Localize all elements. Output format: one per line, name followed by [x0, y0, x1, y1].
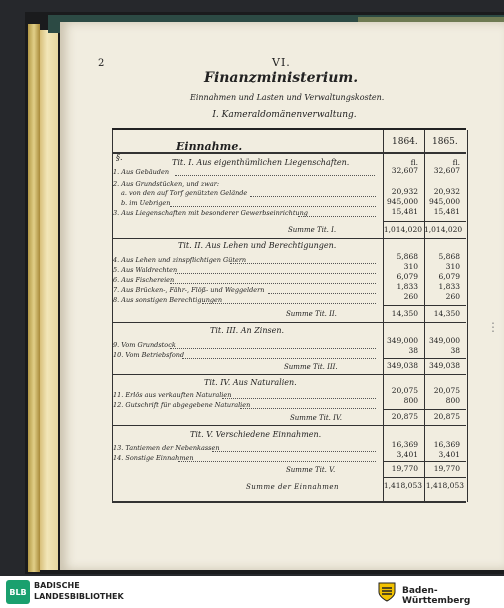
cell-value: 20,075	[433, 386, 460, 395]
page-number: 2	[98, 58, 105, 69]
cell-value: 1,833	[438, 282, 460, 291]
unit-label: fl.	[452, 158, 460, 167]
footer-bar	[0, 576, 504, 608]
group-title: Tit. IV. Aus Naturalien.	[204, 378, 297, 387]
group-sum-value: 349,038	[386, 361, 418, 370]
table-row-label: 6. Aus Fischereien	[113, 276, 175, 284]
year-1864: 1864.	[392, 137, 418, 147]
cell-value: 15,481	[433, 207, 460, 216]
group-sum-value: 1,014,020	[424, 225, 463, 234]
group-sum-label: Summe Tit. IV.	[290, 414, 342, 422]
cell-value: 32,607	[433, 166, 460, 175]
paragraph-sign: §.	[116, 153, 123, 162]
cell-value: 6,079	[396, 272, 418, 281]
table-row-label: 3. Aus Liegenschaften mit besonderer Gewerbseinrichtung	[113, 209, 308, 217]
table-row-label: 9. Vom Grundstock	[113, 341, 176, 349]
group-sum-value: 19,770	[391, 464, 418, 473]
page-edge-gold	[28, 24, 40, 572]
total-value-1864: 1,418,053	[383, 481, 422, 490]
cell-value: 38	[450, 346, 460, 355]
group-sum-value: 19,770	[433, 464, 460, 473]
table-row-label: 1. Aus Gebäuden	[113, 168, 170, 176]
margin-dots: ⋮	[487, 320, 499, 334]
table-row-label: b. im Uebrigen	[121, 199, 171, 207]
cell-value: 945,000	[386, 197, 418, 206]
header-rule	[112, 152, 466, 154]
cell-value: 310	[445, 262, 460, 271]
cell-value: 3,401	[396, 450, 418, 459]
cell-value: 16,369	[391, 440, 418, 449]
cell-value: 20,932	[433, 187, 460, 196]
cell-value: 38	[408, 346, 418, 355]
cell-value: 6,079	[438, 272, 460, 281]
cell-value: 15,481	[391, 207, 418, 216]
table-bottom-rule	[112, 501, 466, 503]
table-row-label: a. von den auf Torf genützten Gelände	[121, 189, 248, 197]
total-value-1865: 1,418,053	[425, 481, 464, 490]
cell-value: 800	[403, 396, 418, 405]
table-row-label: 14. Sonstige Einnahmen	[113, 454, 194, 462]
table-row-label: 13. Tantiemen der Nebenkassen	[113, 444, 220, 452]
cell-value: 5,868	[396, 252, 418, 261]
table-header-label: Einnahme.	[176, 140, 243, 153]
cell-value: 16,369	[433, 440, 460, 449]
cell-value: 310	[403, 262, 418, 271]
cell-value: 5,868	[438, 252, 460, 261]
blb-logo: BLB	[6, 580, 30, 604]
table-row-label: 7. Aus Brücken-, Fähr-, Flöß- und Weggeldern	[113, 286, 265, 294]
table-row-label: 8. Aus sonstigen Berechtigungen	[113, 296, 223, 304]
cell-value: 260	[403, 292, 418, 301]
table-row-label: 12. Gutschrift für abgegebene Naturalien	[113, 401, 251, 409]
ministry-title: Finanzministerium.	[204, 70, 359, 86]
group-sum-value: 349,038	[428, 361, 460, 370]
cell-value: 1,833	[396, 282, 418, 291]
group-title: Tit. II. Aus Lehen und Berechtigungen.	[178, 241, 337, 250]
cell-value: 32,607	[391, 166, 418, 175]
cell-value: 349,000	[386, 336, 418, 345]
group-sum-label: Summe Tit. V.	[286, 466, 336, 474]
unit-label: fl.	[410, 158, 418, 167]
cell-value: 3,401	[438, 450, 460, 459]
table-row-label: 2. Aus Grundstücken, und zwar:	[113, 180, 220, 188]
cell-value: 20,075	[391, 386, 418, 395]
group-sum-value: 20,875	[433, 412, 460, 421]
group-sum-value: 1,014,020	[383, 225, 422, 234]
group-sum-value: 14,350	[433, 309, 460, 318]
year-1865: 1865.	[432, 137, 458, 147]
cell-value: 945,000	[428, 197, 460, 206]
table-row-label: 10. Vom Betriebsfond	[113, 351, 185, 359]
group-sum-label: Summe Tit. II.	[286, 310, 337, 318]
page-edge-light	[40, 30, 58, 570]
section-roman: VI.	[272, 56, 291, 69]
group-sum-value: 14,350	[391, 309, 418, 318]
table-row-label: 4. Aus Lehen und zinspflichtigen Gütern	[113, 256, 247, 264]
cell-value: 800	[445, 396, 460, 405]
library-name: BADISCHE LANDESBIBLIOTHEK	[34, 581, 124, 601]
table-row-label: 11. Erlös aus verkauften Naturalien	[113, 391, 232, 399]
page-subtitle: Einnahmen und Lasten und Verwaltungskosten.	[190, 93, 385, 102]
group-title: Tit. III. An Zinsen.	[210, 326, 285, 335]
group-sum-label: Summe Tit. I.	[288, 226, 337, 234]
total-label: Summe der Einnahmen	[246, 483, 339, 491]
state-name: Baden-Württemberg	[402, 586, 471, 606]
group-title: Tit. I. Aus eigenthümlichen Liegenschaften.	[172, 158, 350, 167]
cell-value: 260	[445, 292, 460, 301]
group-sum-label: Summe Tit. III.	[284, 363, 338, 371]
section-title: I. Kameraldomänenverwaltung.	[212, 110, 357, 120]
cell-value: 349,000	[428, 336, 460, 345]
bw-coat-of-arms-icon	[378, 582, 396, 602]
group-sum-value: 20,875	[391, 412, 418, 421]
group-title: Tit. V. Verschiedene Einnahmen.	[190, 430, 322, 439]
table-row-label: 5. Aus Waldrechten	[113, 266, 178, 274]
cell-value: 20,932	[391, 187, 418, 196]
